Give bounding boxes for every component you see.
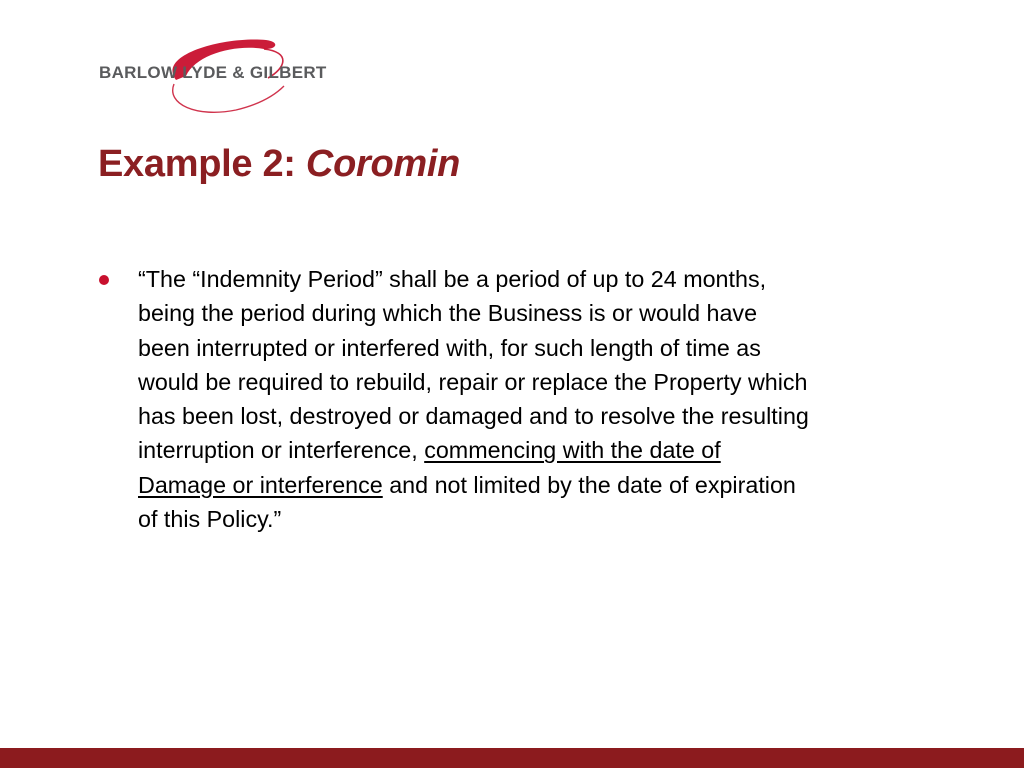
logo-wordmark: BARLOW LYDE & GILBERT bbox=[99, 63, 327, 82]
bullet-text-segment: being the period during which the Business is or would have bbox=[138, 300, 758, 327]
title-prefix: Example 2: bbox=[98, 143, 306, 185]
title-emphasis: Coromin bbox=[305, 143, 461, 185]
bullet-line bbox=[138, 399, 968, 433]
bullet-text bbox=[138, 262, 968, 536]
bullet-line bbox=[138, 331, 968, 365]
underlined-phrase: commencing with the date of bbox=[424, 437, 721, 464]
company-logo bbox=[96, 34, 346, 120]
footer-bar bbox=[0, 748, 1024, 768]
bullet-text-segment: and not limited by the date of expiration bbox=[382, 471, 796, 498]
bullet-text-segment: would be required to rebuild, repair or replace the Property which bbox=[138, 368, 808, 395]
bullet-icon bbox=[99, 275, 109, 285]
bullet-text-segment: has been lost, destroyed or damaged and to resolve the resulting bbox=[138, 403, 809, 430]
underlined-phrase: Damage or interference bbox=[138, 471, 383, 498]
bullet-text-segment: of this Policy.” bbox=[138, 506, 282, 533]
bullet-text-segment: been interrupted or interfered with, for such length of time as bbox=[138, 334, 761, 361]
bullet-line bbox=[138, 365, 968, 399]
bullet-line bbox=[138, 433, 968, 467]
bullet-line bbox=[138, 468, 968, 502]
bullet-line bbox=[138, 262, 968, 296]
bullet-line bbox=[138, 502, 968, 536]
bullet-text-segment: interruption or interference, bbox=[138, 437, 425, 464]
bullet-line bbox=[138, 296, 968, 330]
bullet-text-segment: “The “Indemnity Period” shall be a period of up to 24 months, bbox=[138, 266, 767, 292]
slide-title bbox=[98, 143, 460, 186]
